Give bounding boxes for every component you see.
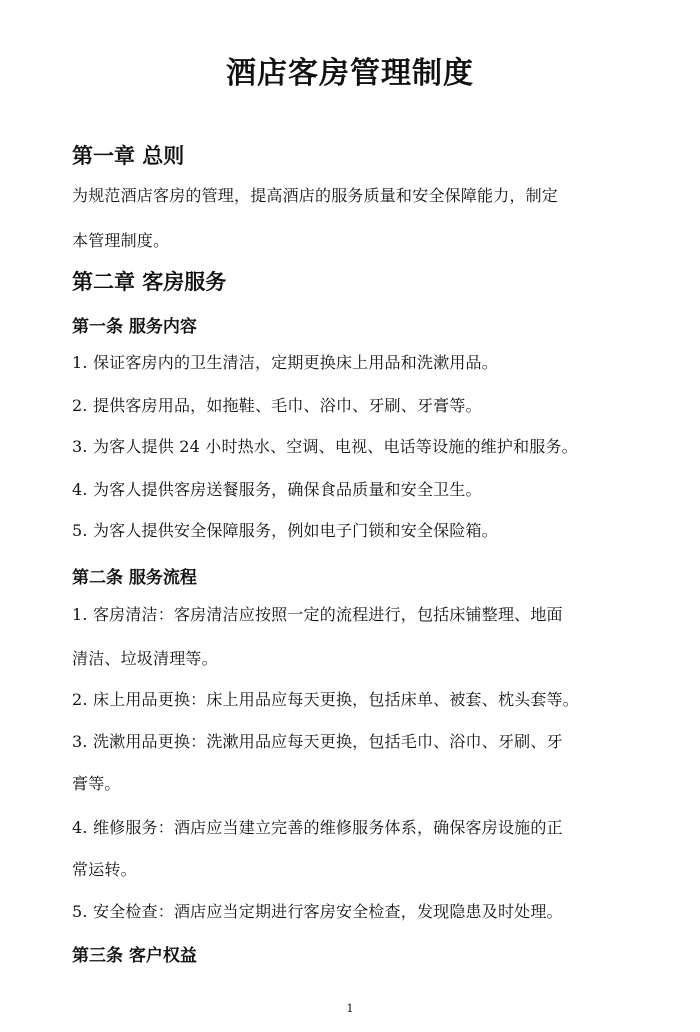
article-1-heading: 第一条 服务内容	[72, 317, 197, 337]
chapter-1-heading: 第一章 总则	[72, 143, 185, 168]
document-title: 酒店客房管理制度	[226, 56, 474, 91]
article-2-item-4-line-2: 常运转。	[72, 860, 137, 879]
article-2-heading: 第二条 服务流程	[72, 568, 197, 588]
article-1-item-5: 5. 为客人提供安全保障服务，例如电子门锁和安全保险箱。	[72, 521, 498, 540]
article-1-item-3: 3. 为客人提供 24 小时热水、空调、电视、电话等设施的维护和服务。	[72, 437, 578, 456]
article-2-item-3-line-2: 膏等。	[72, 774, 121, 793]
article-2-item-3-line-1: 3. 洗漱用品更换：洗漱用品应每天更换，包括毛巾、浴巾、牙刷、牙	[72, 732, 563, 751]
page-number: 1	[346, 1002, 354, 1015]
article-1-item-1: 1. 保证客房内的卫生清洁，定期更换床上用品和洗漱用品。	[72, 353, 498, 372]
chapter-1-paragraph-line-1: 为规范酒店客房的管理，提高酒店的服务质量和安全保障能力，制定	[72, 186, 559, 205]
article-2-item-2: 2. 床上用品更换：床上用品应每天更换，包括床单、被套、枕头套等。	[72, 690, 579, 709]
article-2-item-5: 5. 安全检查：酒店应当定期进行客房安全检查，发现隐患及时处理。	[72, 902, 563, 921]
article-1-item-4: 4. 为客人提供客房送餐服务，确保食品质量和安全卫生。	[72, 480, 482, 499]
article-2-item-4-line-1: 4. 维修服务：酒店应当建立完善的维修服务体系，确保客房设施的正	[72, 818, 563, 837]
article-3-heading: 第三条 客户权益	[72, 946, 197, 966]
article-2-item-1-line-2: 清洁、垃圾清理等。	[72, 649, 218, 668]
chapter-1-paragraph-line-2: 本管理制度。	[72, 231, 170, 250]
chapter-2-heading: 第二章 客房服务	[72, 269, 227, 294]
article-1-item-2: 2. 提供客房用品，如拖鞋、毛巾、浴巾、牙刷、牙膏等。	[72, 396, 482, 415]
article-2-item-1-line-1: 1. 客房清洁：客房清洁应按照一定的流程进行，包括床铺整理、地面	[72, 605, 563, 624]
